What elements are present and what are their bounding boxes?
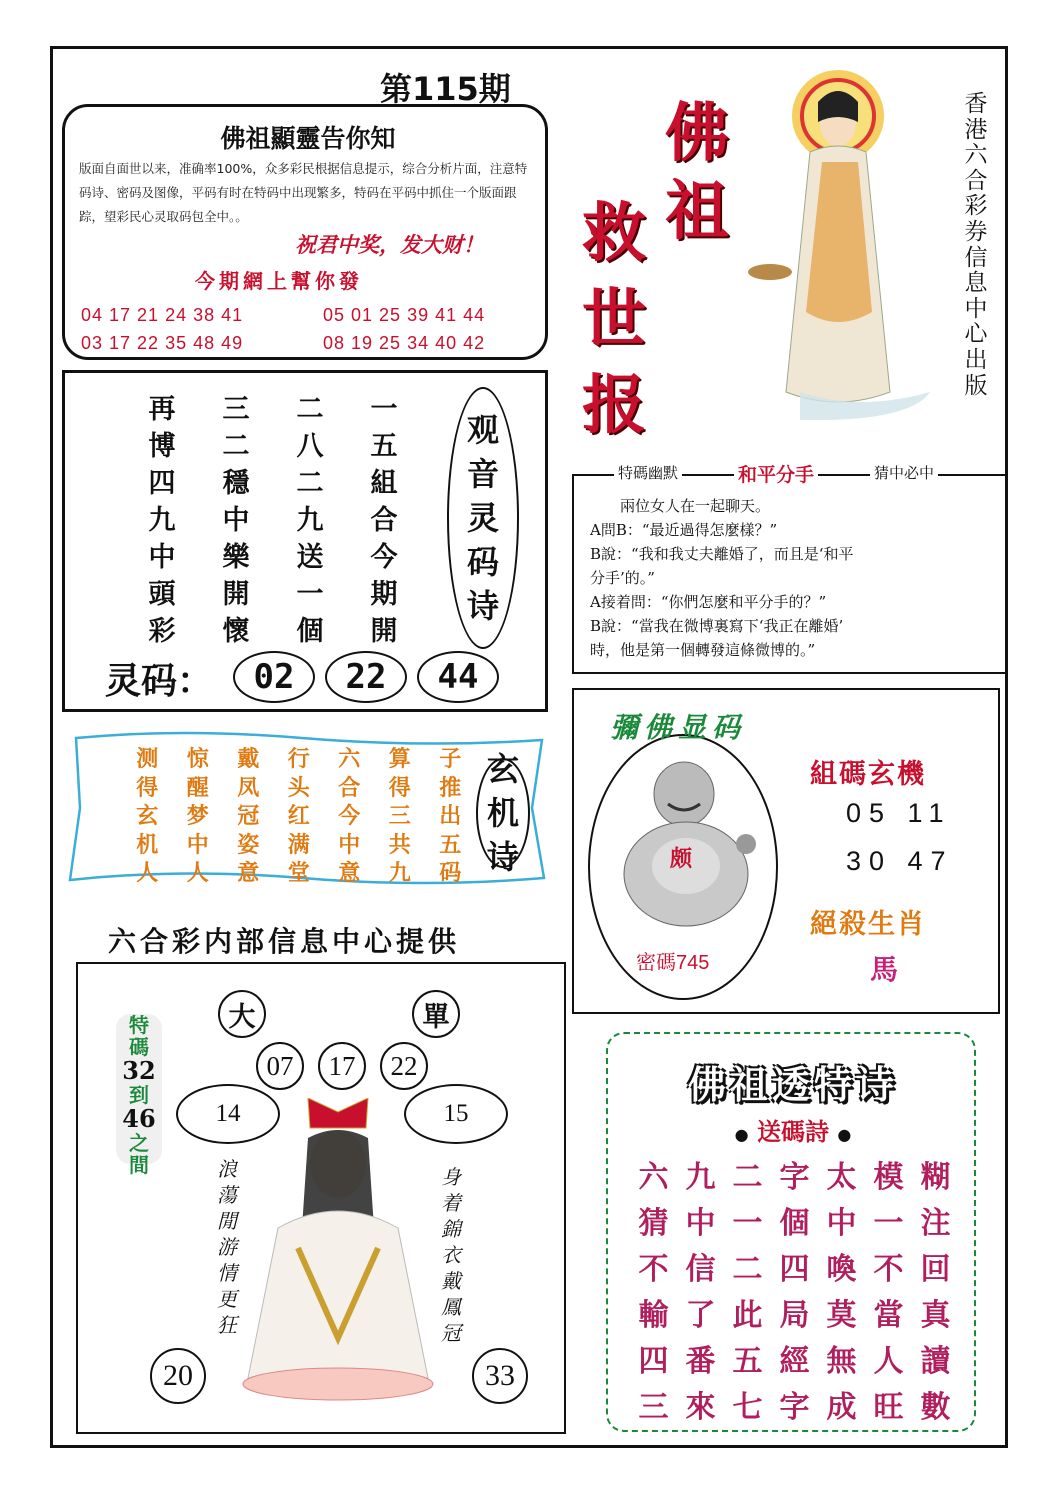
poem-char: 頭: [148, 579, 176, 610]
xuanji-char: 码: [439, 860, 462, 886]
number-row: 04 17 21 24 38 41: [81, 305, 244, 325]
title-char: 诗: [486, 838, 519, 876]
poem-char: 開: [370, 616, 398, 647]
xuanji-char: 得: [136, 774, 159, 801]
poem-char: 四: [148, 468, 176, 499]
xuanji-char: 人: [186, 860, 209, 886]
xuanji-title: [476, 750, 530, 876]
joke-text: [590, 494, 1002, 662]
xuanji-char: 五: [439, 831, 462, 858]
poem-char: 二: [296, 468, 324, 499]
xuanji-char: 梦: [186, 803, 209, 829]
title-char: 音: [466, 455, 499, 493]
buddha-box: [572, 688, 1000, 1014]
lingma-number: 22: [325, 651, 407, 703]
number-circle: 33: [472, 1348, 528, 1404]
left-oval-number: 14: [176, 1084, 280, 1144]
poem-char: 樂: [222, 542, 250, 573]
special-poem-grid: [630, 1152, 959, 1428]
face-char: 颇: [670, 846, 693, 872]
special-poem-char: 三: [638, 1390, 669, 1425]
tema-label: 特碼: [129, 1013, 149, 1059]
xuanji-char: 中: [186, 831, 209, 858]
number-circle: 17: [318, 1042, 366, 1090]
poem-char: 中: [148, 542, 176, 573]
special-poem-char: 模: [873, 1160, 904, 1195]
title-char: 玄: [486, 750, 519, 788]
special-poem-char: 局: [779, 1298, 810, 1333]
xuanji-char: 测: [136, 746, 159, 772]
xuanji-char: 共: [388, 831, 411, 858]
xuanji-char: 姿: [237, 831, 260, 858]
special-poem-subtitle: [608, 1112, 978, 1147]
poem-char: 彩: [148, 616, 176, 647]
right-verse: 身着錦衣戴鳳冠: [441, 1165, 461, 1345]
secret-code: 密碼745: [636, 952, 710, 974]
lingma-number: 44: [417, 651, 499, 703]
poem-char: 送: [296, 542, 324, 573]
xuanji-char: 头: [287, 774, 310, 801]
xuanji-grid: [122, 742, 476, 885]
masthead-char: 报: [582, 368, 646, 443]
xuanji-poem-box: [62, 728, 548, 888]
bullet-icon: ●: [837, 1125, 852, 1144]
kill-title: 絕殺生肖: [810, 909, 926, 940]
xuanji-char: 出: [439, 803, 462, 829]
tema-to-word: 到: [129, 1083, 149, 1107]
xuanji-char: 满: [287, 831, 310, 858]
big-badge: 大: [218, 990, 266, 1038]
poem-char: 開: [222, 579, 250, 610]
joke-line: B說：“我和我丈夫離婚了，而且是‘和平: [590, 545, 854, 563]
joke-title: 和平分手: [734, 460, 818, 487]
joke-line: 分手’的。”: [590, 569, 655, 587]
joke-box: [572, 464, 1008, 674]
special-poem-char: 一: [873, 1206, 904, 1241]
single-badge: 單: [412, 990, 460, 1038]
poem-char: 三: [222, 394, 250, 425]
special-poem-char: 二: [732, 1252, 763, 1287]
special-poem-char: 喚: [826, 1252, 857, 1287]
arc-title: 彌佛显码: [610, 711, 747, 744]
special-poem-char: 莫: [826, 1298, 857, 1333]
special-poem-char: 讀: [920, 1344, 951, 1379]
joke-hint: 猜中必中: [870, 462, 938, 483]
poem-char: 組: [370, 468, 398, 499]
xuanji-char: 子: [439, 746, 462, 772]
joke-line: 時，他是第一個轉發這條微博的。”: [590, 641, 816, 659]
poem-char: 九: [296, 505, 324, 536]
special-poem-char: 不: [638, 1252, 669, 1287]
special-poem-char: 字: [779, 1390, 810, 1425]
special-poem-char: 旺: [873, 1390, 904, 1425]
xuanji-char: 推: [439, 774, 462, 801]
lingma-number: 02: [233, 651, 315, 703]
special-poem-char: 了: [685, 1298, 716, 1333]
special-poem-char: 來: [685, 1390, 716, 1425]
guanyin-poem-box: [62, 370, 548, 712]
tema-range: [116, 1013, 162, 1177]
zumu-row: 30 47: [846, 846, 954, 876]
poem-char: 二: [296, 394, 324, 425]
xuanji-char: 堂: [287, 860, 310, 886]
poem-char: 九: [148, 505, 176, 536]
number-row: 03 17 22 35 48 49: [81, 333, 244, 353]
guanyin-poem-title: [447, 387, 519, 649]
intro-box: [62, 104, 548, 360]
poem-char: 中: [222, 505, 250, 536]
xuanji-char: 六: [338, 746, 361, 772]
joke-line: A接着問：“你們怎麼和平分手的？”: [590, 593, 827, 611]
guanyin-illustration: [740, 62, 950, 426]
poem-char: 穩: [222, 468, 250, 499]
xuanji-char: 玄: [136, 803, 159, 829]
tema-label-bottom: 之間: [129, 1131, 149, 1177]
special-poem-char: 當: [873, 1298, 904, 1333]
publisher-vertical: 香港六合彩券信息中心出版: [964, 91, 988, 399]
poem-char: 期: [370, 579, 398, 610]
joke-line: B說：“當我在微博裏寫下‘我正在離婚’: [590, 617, 844, 635]
special-poem-char: 太: [826, 1160, 857, 1195]
xuanji-char: 意: [237, 860, 260, 886]
poem-char: 一: [296, 579, 324, 610]
seated-guanyin-illustration: [238, 1098, 438, 1406]
xuanji-char: 行: [287, 746, 310, 772]
wish-text: 祝君中奖，发大财！: [295, 232, 484, 257]
poem-char: 再: [148, 394, 176, 425]
masthead-char: 世: [582, 282, 646, 357]
special-poem-title: 佛祖透特诗: [687, 1062, 898, 1107]
special-poem-char: 信: [685, 1252, 716, 1287]
xuanji-char: 醒: [186, 774, 209, 801]
poem-char: 博: [148, 431, 176, 462]
special-poem-char: 真: [920, 1298, 951, 1333]
special-poem-char: 數: [920, 1390, 951, 1425]
special-poem-char: 成: [826, 1390, 857, 1425]
masthead-char: 救: [582, 196, 646, 271]
issue-number: 第115期: [380, 70, 511, 108]
bullet-icon: ●: [734, 1125, 749, 1144]
special-poem-char: 個: [779, 1206, 810, 1241]
subtitle-text: 送碼詩: [757, 1117, 829, 1146]
guanyin-panel: [76, 962, 566, 1434]
number-row: 08 19 25 34 40 42: [323, 333, 486, 353]
number-row: 05 01 25 39 41 44: [323, 305, 486, 325]
xuanji-char: 红: [287, 803, 310, 829]
xuanji-char: 今: [338, 803, 361, 829]
masthead-char: 祖: [665, 174, 729, 249]
poem-char: 今: [370, 542, 398, 573]
title-char: 观: [466, 411, 499, 449]
special-poem-char: 二: [732, 1160, 763, 1195]
zumu-title: 組碼玄機: [810, 759, 926, 790]
poem-char: 五: [370, 431, 398, 462]
special-poem-char: 糊: [920, 1160, 951, 1195]
special-poem-box: [606, 1032, 976, 1432]
xuanji-char: 意: [338, 860, 361, 886]
number-circle: 22: [380, 1042, 428, 1090]
joke-label: 特碼幽默: [614, 462, 682, 483]
tema-to: 46: [122, 1104, 156, 1133]
number-circle: 07: [256, 1042, 304, 1090]
xuanji-char: 得: [388, 774, 411, 801]
xuanji-char: 冠: [237, 803, 260, 829]
intro-text: 版面自面世以来，准确率100%，众多彩民根据信息提示，综合分析片面，注意特码诗、密码及图像，平码有时在特码中出现繁多，特码在平码中抓住一个版面跟踪，望彩民心灵取码包全中。。: [79, 161, 528, 224]
poem-char: 合: [370, 505, 398, 536]
xuanji-char: 算: [388, 746, 411, 772]
title-char: 机: [486, 794, 519, 832]
poem-grid: [125, 387, 421, 646]
poem-char: 懷: [222, 616, 250, 647]
kill-value: 馬: [870, 953, 899, 986]
xuanji-char: 机: [136, 831, 159, 858]
xuanji-char: 三: [388, 803, 411, 829]
special-poem-char: 經: [779, 1344, 810, 1379]
special-poem-char: 中: [685, 1206, 716, 1241]
zumu-row: 05 11: [846, 798, 952, 828]
lingma-label: 灵码：: [105, 660, 214, 702]
provider-text: 六合彩内部信息中心提供: [108, 925, 461, 958]
special-poem-char: 五: [732, 1344, 763, 1379]
special-poem-char: 七: [732, 1390, 763, 1425]
special-poem-char: 輸: [638, 1298, 669, 1333]
special-poem-char: 中: [826, 1206, 857, 1241]
xuanji-char: 合: [338, 774, 361, 801]
xuanji-char: 人: [136, 860, 159, 886]
masthead-char: 佛: [665, 96, 729, 171]
right-oval-number: 15: [404, 1084, 508, 1144]
xuanji-char: 九: [388, 860, 411, 886]
xuanji-char: 凤: [237, 774, 260, 801]
tema-from: 32: [122, 1056, 156, 1085]
poem-char: 個: [296, 616, 324, 647]
special-poem-char: 無: [826, 1344, 857, 1379]
special-poem-char: 不: [873, 1252, 904, 1287]
special-poem-char: 人: [873, 1344, 904, 1379]
xuanji-char: 中: [338, 831, 361, 858]
special-poem-char: 六: [638, 1160, 669, 1195]
title-char: 码: [466, 543, 499, 581]
intro-title: 佛祖顯靈告你知: [220, 124, 396, 153]
poem-char: 二: [222, 431, 250, 462]
special-poem-char: 四: [638, 1344, 669, 1379]
title-char: 灵: [466, 499, 499, 537]
special-poem-char: 四: [779, 1252, 810, 1287]
special-poem-char: 一: [732, 1206, 763, 1241]
special-poem-char: 注: [920, 1206, 951, 1241]
xuanji-char: 惊: [186, 746, 209, 772]
help-title: 今期網上幫你發: [195, 269, 363, 293]
title-char: 诗: [466, 587, 499, 625]
special-poem-char: 九: [685, 1160, 716, 1195]
xuanji-char: 戴: [237, 746, 260, 772]
poem-char: 八: [296, 431, 324, 462]
joke-line: 兩位女人在一起聊天。: [590, 497, 771, 515]
special-poem-char: 字: [779, 1160, 810, 1195]
special-poem-char: 番: [685, 1344, 716, 1379]
special-poem-char: 此: [732, 1298, 763, 1333]
special-poem-char: 回: [920, 1252, 951, 1287]
poem-char: 一: [370, 394, 398, 425]
number-circle: 20: [150, 1348, 206, 1404]
left-verse: 浪蕩閒游情更狂: [217, 1157, 237, 1337]
joke-line: A問B：“最近過得怎麼樣？”: [590, 521, 778, 539]
special-poem-char: 猜: [638, 1206, 669, 1241]
